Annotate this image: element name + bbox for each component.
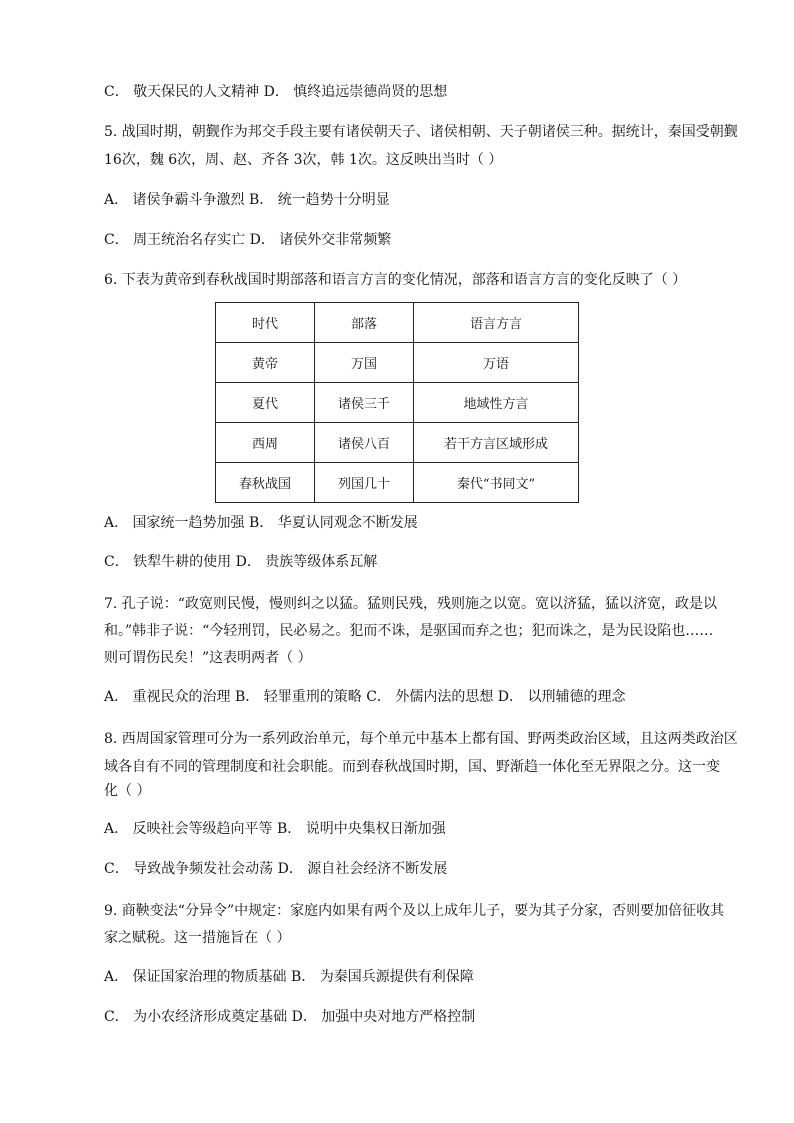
table-cell: 地域性方言 [414,383,579,423]
q8-stem-line1: 8. 西周国家管理可分为一系列政治单元，每个单元中基本上都有国、野两类政治区域，且这两类政治区 [104,731,738,747]
q9-options-cd: C． 为小农经济形成奠定基础 D． 加强中央对地方严格控制 [104,1009,476,1025]
table-header-cell: 语言方言 [414,303,579,343]
table-cell: 列国几十 [315,463,414,503]
q7-stem-line1: 7. 孔子说：“政宽则民慢，慢则纠之以猛。猛则民残，残则施之以宽。宽以济猛，猛以济宽，政是以 [104,596,717,612]
table-cell: 诸侯八百 [315,423,414,463]
q5-options-cd: C． 周王统治名存实亡 D． 诸侯外交非常频繁 [104,232,392,248]
q6-options-cd: C． 铁犁牛耕的使用 D． 贵族等级体系瓦解 [104,554,378,570]
table-row [216,463,579,503]
table-row [216,423,579,463]
q5-options-ab: A． 诸侯争霸斗争激烈 B． 统一趋势十分明显 [104,192,390,208]
table-cell: 若干方言区域形成 [414,423,579,463]
table-cell: 诸侯三千 [315,383,414,423]
q7-options: A． 重视民众的治理 B． 轻罪重刑的策略 C． 外儒内法的思想 D． 以刑辅德的理念 [104,689,626,705]
q6-table [215,302,579,503]
q9-options-ab: A． 保证国家治理的物质基础 B． 为秦国兵源提供有利保障 [104,969,474,985]
q4-options-cd: C． 敬天保民的人文精神 D． 慎终追远崇德尚贤的思想 [104,84,448,100]
table-cell: 万语 [414,343,579,383]
q8-options-cd: C． 导致战争频发社会动荡 D． 源自社会经济不断发展 [104,861,448,877]
table-row [216,343,579,383]
q7-stem-line3: 则可谓伤民矣！”这表明两者（ ） [104,650,312,666]
q9-stem-line2: 家之赋税。这一措施旨在（ ） [104,930,291,946]
table-row [216,383,579,423]
table-cell: 夏代 [216,383,315,423]
table-cell: 西周 [216,423,315,463]
table-header-cell: 时代 [216,303,315,343]
q8-options-ab: A． 反映社会等级趋向平等 B． 说明中央集权日渐加强 [104,821,446,837]
q6-stem-line1: 6. 下表为黄帝到春秋战国时期部落和语言方言的变化情况，部落和语言方言的变化反映了（ ） [104,272,687,288]
q8-stem-line3: 化（ ） [104,783,151,799]
table-header-cell: 部落 [315,303,414,343]
table-cell: 万国 [315,343,414,383]
table-header-row [216,303,579,343]
q7-stem-line2: 和。”韩非子说：“今轻刑罚，民必易之。犯而不诛，是驱国而弃之也；犯而诛之，是为民设陷也…… [104,623,714,639]
q5-stem-line1: 5. 战国时期，朝觐作为邦交手段主要有诸侯朝天子、诸侯相朝、天子朝诸侯三种。据统计，秦国受朝觐 [104,124,738,140]
table-cell: 秦代“书同文” [414,463,579,503]
table-cell: 春秋战国 [216,463,315,503]
q6-options-ab: A． 国家统一趋势加强 B． 华夏认同观念不断发展 [104,515,418,531]
table-cell: 黄帝 [216,343,315,383]
q8-stem-line2: 域各自有不同的管理制度和社会职能。而到春秋战国时期，国、野渐趋一体化至无界限之分。这一变 [104,759,720,775]
q9-stem-line1: 9. 商鞅变法“分异令”中规定：家庭内如果有两个及以上成年儿子，要为其子分家，否则要加倍征收其 [104,903,725,919]
q5-stem-line2: 16次，魏 6次，周、赵、齐各 3次，韩 1次。这反映出当时（ ） [104,152,503,168]
